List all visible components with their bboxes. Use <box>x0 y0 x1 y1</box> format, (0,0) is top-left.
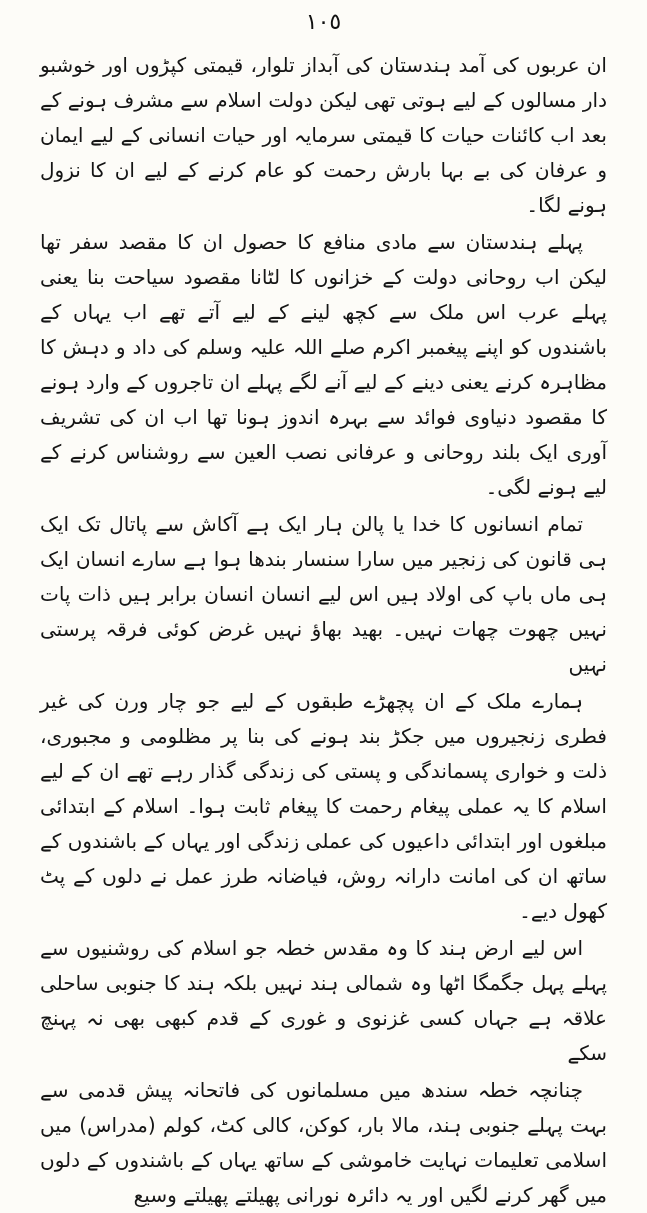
paragraph-6: چنانچہ خطہ سندھ میں مسلمانوں کی فاتحانہ پیش قدمی سے بہت پہلے جنوبی ہند، مالا بار، کوکن، کالی کٹ، کولم (مدراس) میں اسلامی تعلیمات نہایت خاموشی کے ساتھ یہاں کے باشندوں کے دلوں میں گھر کرنے لگیں اور یہ دائرہ نورانی پھیلتے پھیلتے وسیع <box>40 1078 607 1207</box>
paragraph-3: تمام انسانوں کا خدا یا پالن ہار ایک ہے آکاش سے پاتال تک ایک ہی قانون کی زنجیر میں سارا سنسار بندھا ہوا ہے سارے انسان ایک ہی ماں باپ کی اولاد ہیں اس لیے انسان انسان برابر ہیں ذات پات نہیں چھوت چھات نہیں۔ بھید بھاؤ نہیں غرض کوئی فرقہ پرستی نہیں <box>40 512 607 676</box>
paragraph-4: ہمارے ملک کے ان پچھڑے طبقوں کے لیے جو چار ورن کی غیر فطری زنجیروں میں جکڑ بند ہونے کی بنا پر مظلومی و مجبوری، ذلت و خواری پسماندگی و پستی کی زندگی گذار رہے تھے ان کے لیے اسلام کا یہ عملی پیغام رحمت کا پیغام ثابت ہوا۔ اسلام کے ابتدائی مبلغوں اور ابتدائی داعیوں کی عملی زندگی اور یہاں کے باشندوں کے ساتھ ان کی امانت دارانہ روش، فیاضانہ طرز عمل نے دلوں کے پٹ کھول دیے۔ <box>40 689 607 923</box>
paragraph-1: ان عربوں کی آمد ہندستان کی آبداز تلوار، قیمتی کپڑوں اور خوشبو دار مسالوں کے لیے ہوتی تھی لیکن دولت اسلام سے مشرف ہونے کے بعد اب کائنات حیات کا قیمتی سرمایہ اور حیات انسانی کے لیے ایمان و عرفان کی بے بہا بارش رحمت کو عام کرنے کے لیے ان کا نزول ہونے لگا۔ <box>40 53 607 217</box>
paragraph-5: اس لیے ارض ہند کا وہ مقدس خطہ جو اسلام کی روشنیوں سے پہلے پہل جگمگا اٹھا وہ شمالی ہند نہیں بلکہ ہند کا جنوبی ساحلی علاقہ ہے جہاں کسی غزنوی و غوری کے قدم کبھی بھی نہ پہنچ سکے <box>40 936 607 1065</box>
page-number: ١٠٥ <box>305 10 342 35</box>
paragraph-2: پہلے ہندستان سے مادی منافع کا حصول ان کا مقصد سفر تھا لیکن اب روحانی دولت کے خزانوں کا لٹانا مقصود سیاحت بنا یعنی پہلے عرب اس ملک سے کچھ لینے کے لیے آتے تھے اب یہاں کے باشندوں کو اپنے پیغمبر اکرم صلے اللہ علیہ وسلم کی داد و دہش کا مظاہرہ کرنے یعنی دینے کے لیے آنے لگے پہلے ان تاجروں کے وارد ہونے کا مقصود دنیاوی فوائد سے بہرہ اندوز ہونا تھا اب ان کی تشریف آوری ایک بلند روحانی و عرفانی نصب العین سے روشناس کرنے کے لیے ہونے لگی۔ <box>40 230 607 499</box>
page-body <box>40 48 607 1213</box>
